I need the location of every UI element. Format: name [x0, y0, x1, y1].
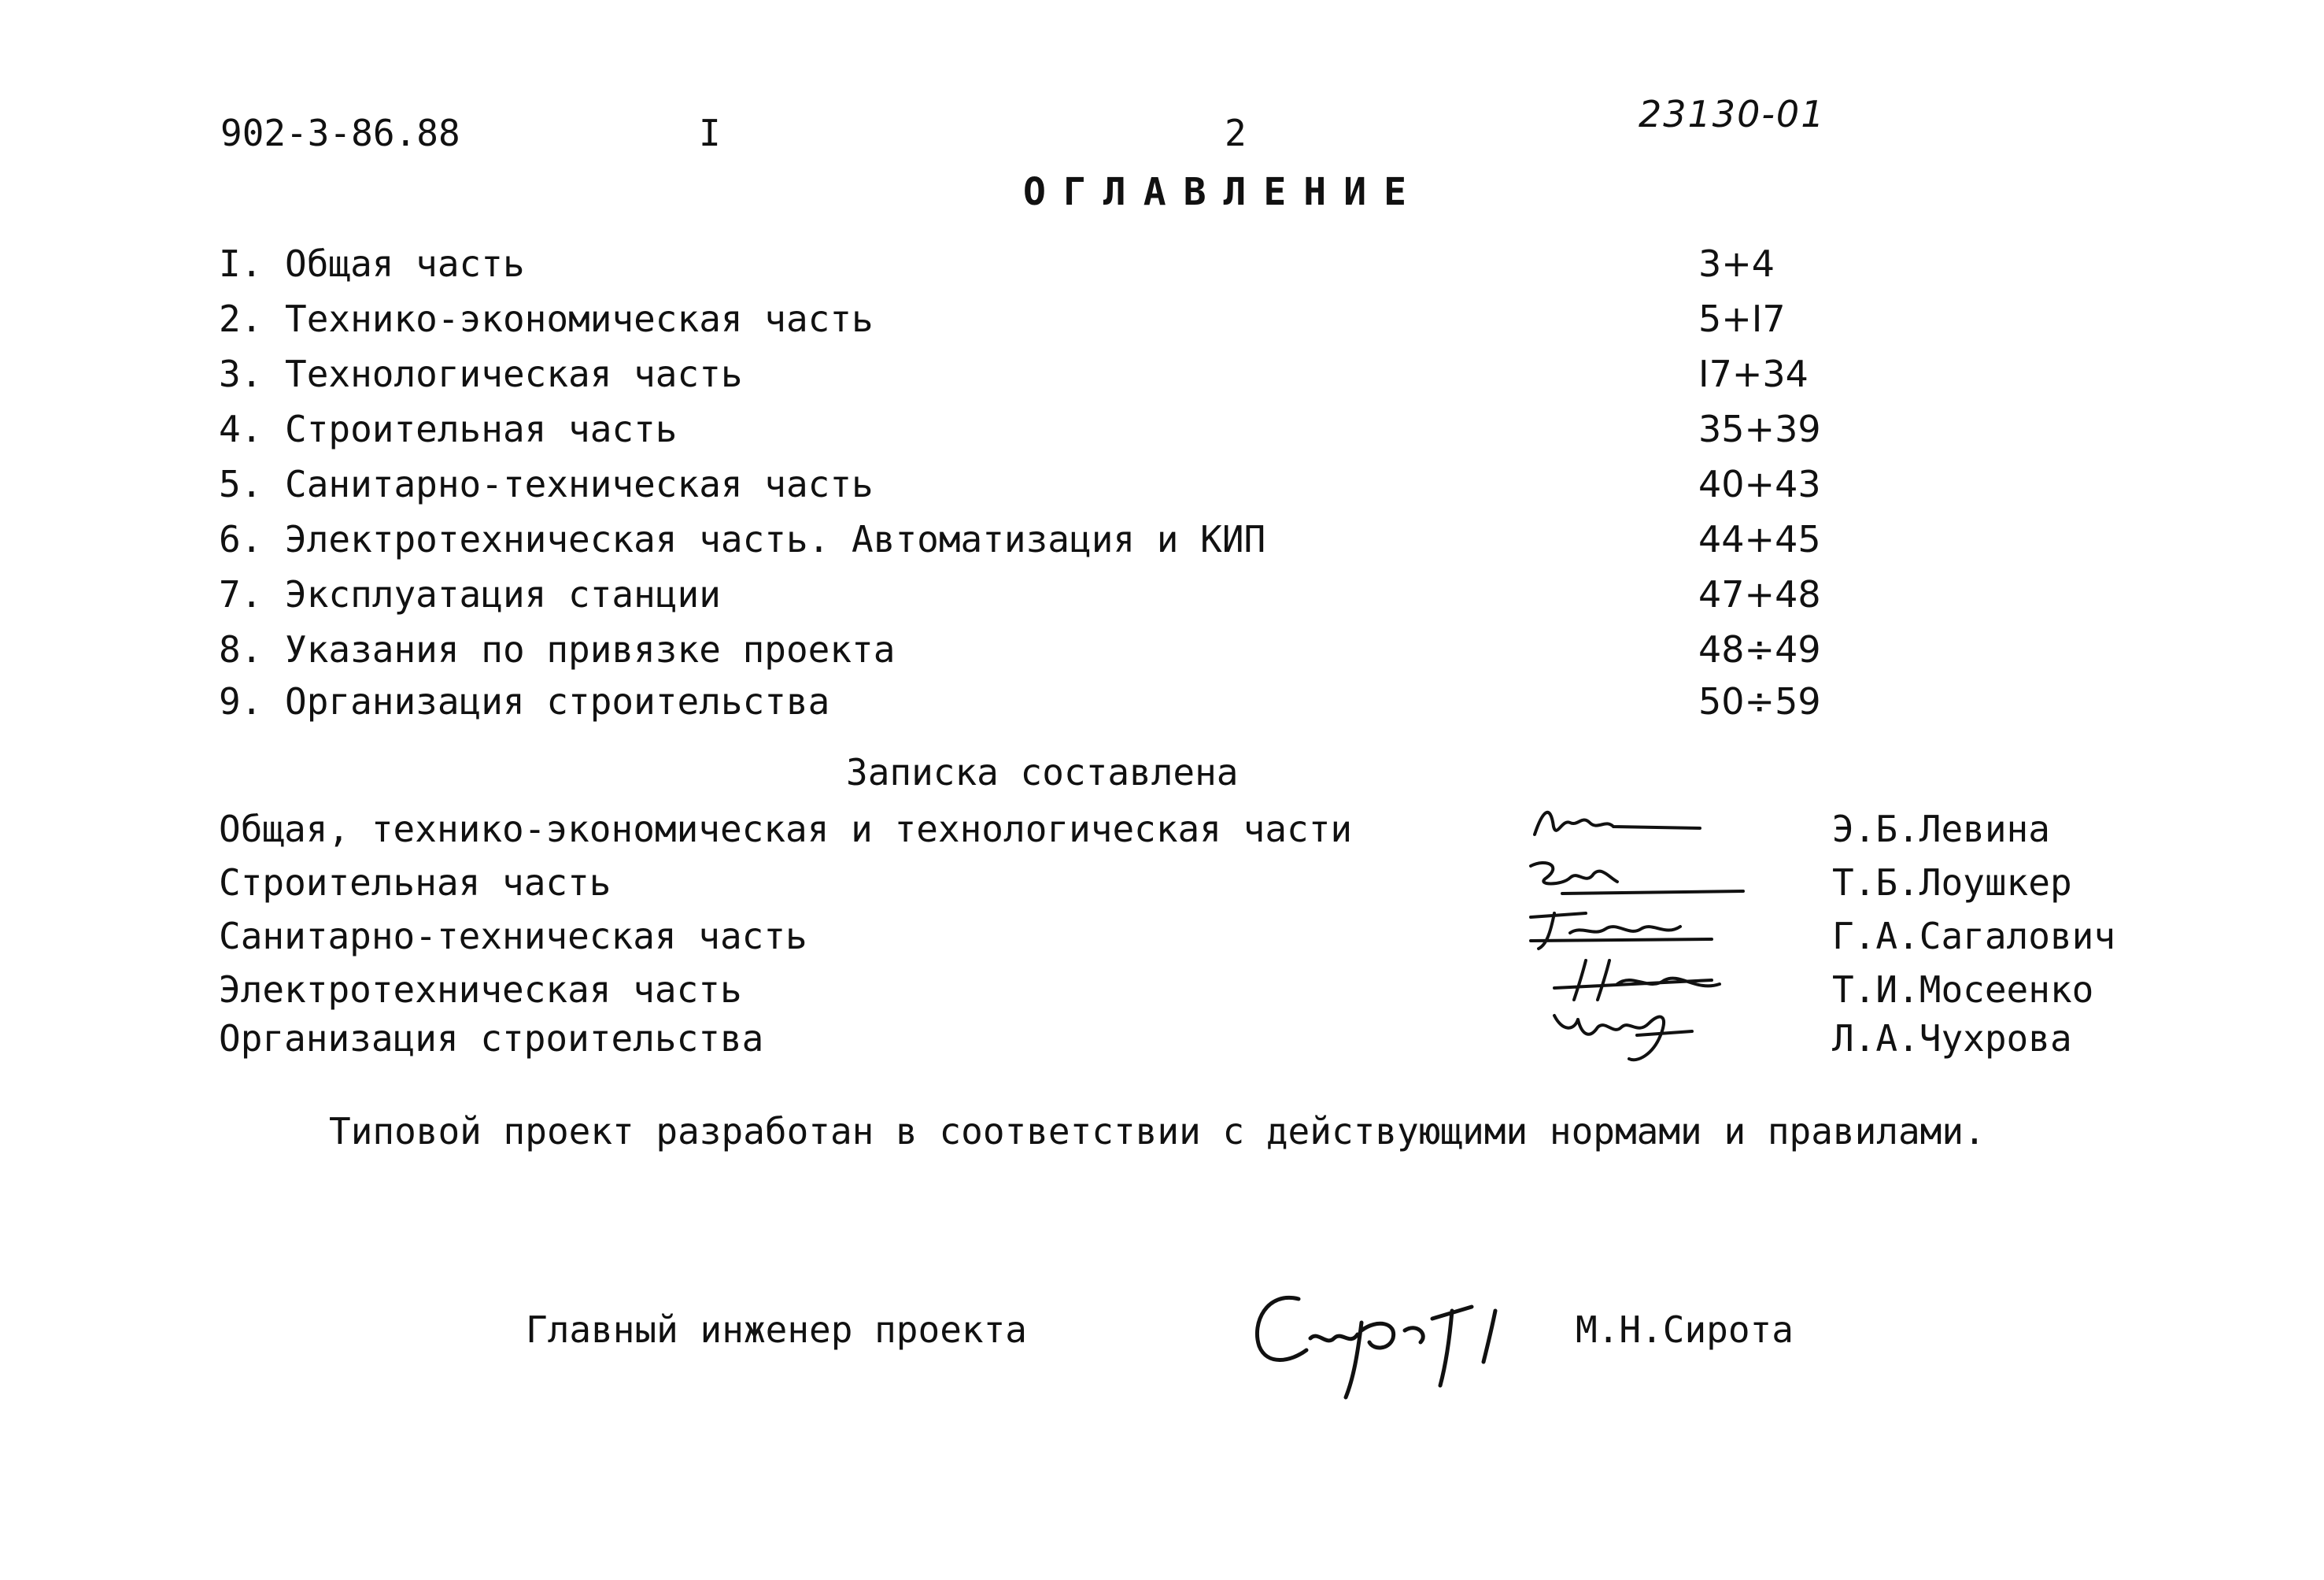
author-row: [219, 1017, 2123, 1064]
author-name: Т.Б.Лоушкер: [1832, 861, 2072, 904]
toc-item-number: 5.: [219, 463, 263, 505]
toc-item-number: 2.: [219, 298, 263, 340]
inventory-number: 23130-01: [1639, 93, 1826, 135]
author-section: Электротехническая часть: [219, 968, 742, 1011]
toc-item-label: Технологическая часть: [285, 353, 743, 395]
author-name: Т.И.Мосеенко: [1832, 968, 2094, 1011]
toc-item: [219, 408, 2108, 455]
toc-item-label: Общая часть: [285, 242, 525, 285]
author-section: Строительная часть: [219, 861, 611, 904]
toc-item-label: Указания по привязке проекта: [285, 628, 896, 671]
page-number: 2: [1225, 112, 1247, 154]
toc-item-number: I.: [219, 242, 263, 285]
author-name: Г.А.Сагалович: [1832, 915, 2116, 957]
toc-item-pages: 3+4: [1698, 242, 1775, 285]
author-section: Санитарно-техническая часть: [219, 915, 807, 957]
toc-item-number: 4.: [219, 408, 263, 450]
toc-item-pages: I7+34: [1698, 353, 1809, 395]
signature-loushker: [1515, 850, 1751, 905]
compliance-statement: Типовой проект разработан в соответствии с действующими нормами и правилами.: [329, 1110, 1986, 1153]
toc-item-number: 6.: [219, 518, 263, 561]
author-row: [219, 808, 2123, 855]
toc-item-pages: 40+43: [1698, 463, 1821, 505]
toc-item: [219, 298, 2108, 345]
compiled-heading: Записка составлена: [846, 751, 1239, 794]
toc-item-pages: 44+45: [1698, 518, 1821, 561]
author-section: Организация строительства: [219, 1017, 764, 1060]
toc-item-label: Технико-экономическая часть: [285, 298, 874, 340]
toc-item-label: Эксплуатация станции: [285, 573, 721, 616]
toc-item-pages: 5+I7: [1698, 298, 1786, 340]
toc-item-pages: 47+48: [1698, 573, 1821, 616]
signature-levina: [1527, 795, 1708, 850]
author-section: Общая, технико-экономическая и технологическая части: [219, 808, 1353, 850]
toc-item-pages: 48÷49: [1698, 628, 1821, 671]
author-row: [219, 968, 2123, 1016]
toc-item: [219, 353, 2108, 400]
toc-item-number: 3.: [219, 353, 263, 395]
author-row: [219, 915, 2123, 962]
signature-chukhrova: [1543, 1000, 1708, 1071]
toc-item-label: Санитарно-техническая часть: [285, 463, 874, 505]
toc-item-pages: 50÷59: [1698, 680, 1821, 723]
toc-item-number: 8.: [219, 628, 263, 671]
toc-item-label: Строительная часть: [285, 408, 678, 450]
chief-engineer-title: Главный инженер проекта: [526, 1308, 1027, 1351]
chief-engineer-name: М.Н.Сирота: [1576, 1308, 1794, 1351]
volume-number: I: [699, 112, 721, 154]
toc-item-number: 9.: [219, 680, 263, 723]
toc-item: [219, 573, 2108, 620]
toc-item: [219, 242, 2108, 290]
author-row: [219, 861, 2123, 908]
page-title: ОГЛАВЛЕНИЕ: [1023, 170, 1424, 214]
toc-item-pages: 35+39: [1698, 408, 1821, 450]
toc-item: [219, 628, 2108, 675]
document-code: 902-3-86.88: [220, 112, 460, 154]
signature-sagalovich: [1523, 901, 1727, 957]
author-name: Э.Б.Левина: [1832, 808, 2050, 850]
toc-item-label: Электротехническая часть. Автоматизация и КИП: [285, 518, 1266, 561]
toc-item-number: 7.: [219, 573, 263, 616]
toc-item: [219, 463, 2108, 510]
toc-item: [219, 680, 2108, 727]
author-name: Л.А.Чухрова: [1832, 1017, 2072, 1060]
toc-item: [219, 518, 2108, 565]
signature-sirota: [1243, 1275, 1543, 1409]
toc-item-label: Организация строительства: [285, 680, 830, 723]
